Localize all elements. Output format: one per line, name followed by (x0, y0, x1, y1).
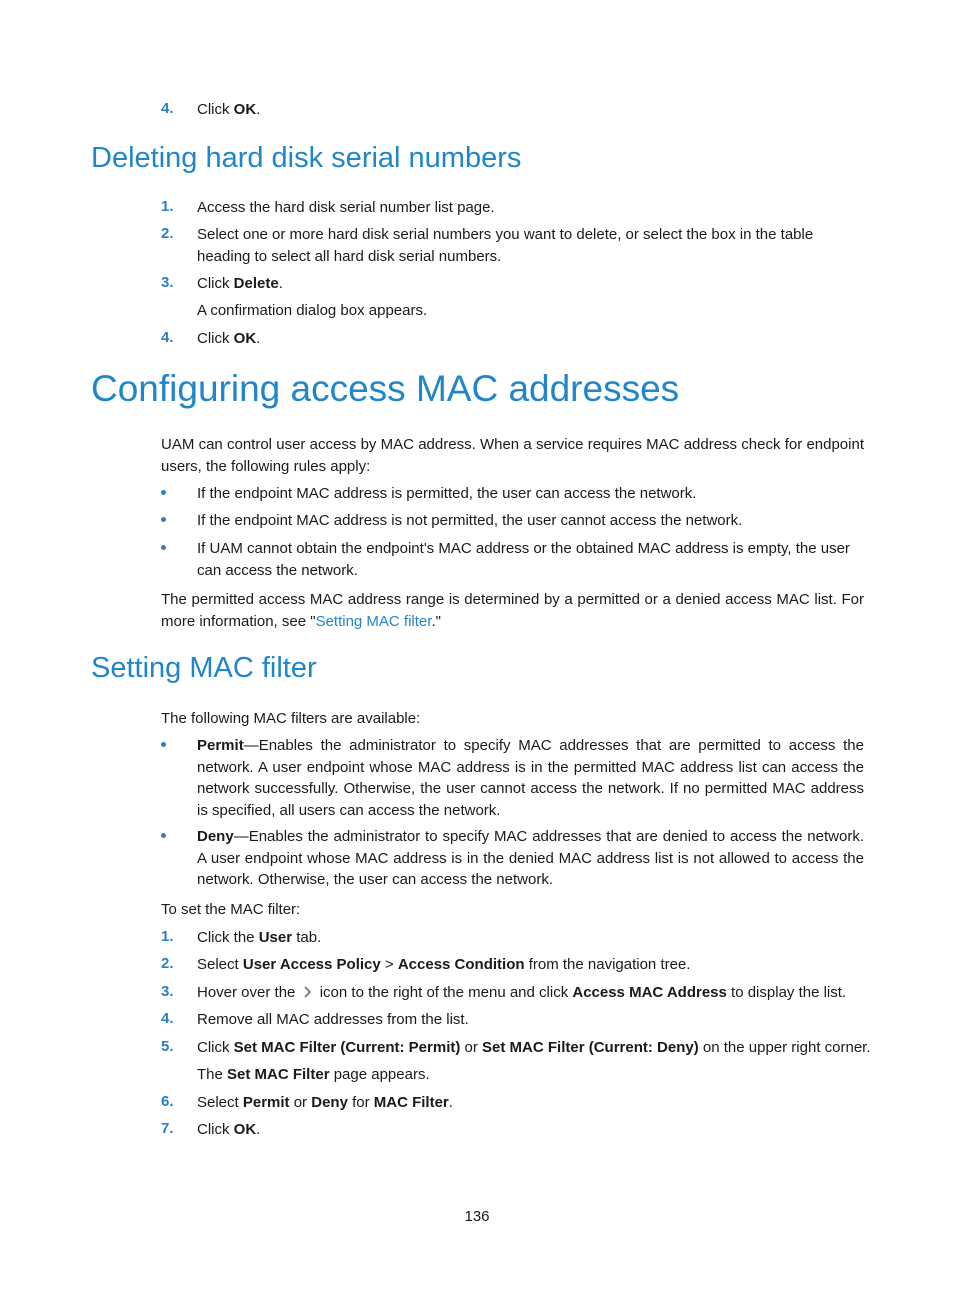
chapter-intro: UAM can control user access by MAC address. When a service requires MAC address check for endpoint users, the following rules apply: (161, 436, 864, 475)
step-text: Hover over the icon to the right of the menu and click Access MAC Address to display the list. (197, 984, 847, 1001)
step-number: 6. (161, 1093, 174, 1110)
to-set-text: To set the MAC filter: (161, 901, 301, 918)
step-number: 7. (161, 1120, 174, 1137)
step-number: 1. (161, 928, 174, 945)
step-number: 2. (161, 955, 174, 972)
bullet-dot (161, 490, 169, 498)
bullet-text: If the endpoint MAC address is not permitted, the user cannot access the network. (197, 512, 743, 529)
step-text: Click Delete. (197, 275, 283, 292)
step-text: Click OK. (197, 330, 261, 347)
page-number: 136 (464, 1208, 490, 1225)
step-number: 3. (161, 274, 174, 291)
step-number: 4. (161, 100, 174, 117)
step-text: Remove all MAC addresses from the list. (197, 1011, 469, 1028)
step-text: Click Set MAC Filter (Current: Permit) or Set MAC Filter (Current: Deny) on the upper right corner. (197, 1039, 871, 1056)
bullet-text: If UAM cannot obtain the endpoint's MAC address or the obtained MAC address is empty, the user can access the network. (197, 540, 850, 579)
chapter-heading: Configuring access MAC addresses (91, 368, 680, 409)
step-number: 4. (161, 329, 174, 346)
bullet-text-deny: Deny—Enables the administrator to specify MAC addresses that are denied to access the network. A user endpoint whose MAC address is in the denied MAC address list is not allowed to access the network. Otherwise, the user can access the network. (197, 828, 864, 888)
bullet-dot (161, 545, 169, 553)
bullet-dot (161, 517, 169, 525)
step-text: Select Permit or Deny for MAC Filter. (197, 1094, 453, 1111)
bullet-text: If the endpoint MAC address is permitted, the user can access the network. (197, 485, 697, 502)
chevron-right-icon (302, 985, 314, 999)
step-text: Click OK. (197, 101, 261, 118)
section-heading-mac-filter: Setting MAC filter (91, 652, 317, 684)
chapter-outro: The permitted access MAC address range is determined by a permitted or a denied access MAC list. For more information, see "Setting MAC filter." (161, 591, 864, 630)
step-text: Click the User tab. (197, 929, 322, 946)
step-number: 1. (161, 198, 174, 215)
bullet-dot (161, 833, 169, 841)
step-text: Access the hard disk serial number list page. (197, 199, 495, 216)
step-text: Select one or more hard disk serial numbers you want to delete, or select the box in the table heading to select all hard disk serial numbers. (197, 226, 814, 265)
section-heading-deleting: Deleting hard disk serial numbers (91, 142, 522, 174)
step-number: 4. (161, 1010, 174, 1027)
link-setting-mac-filter[interactable]: Setting MAC filter (315, 612, 432, 630)
step-note: The Set MAC Filter page appears. (197, 1066, 430, 1083)
step-number: 2. (161, 225, 174, 242)
step-number: 3. (161, 983, 174, 1000)
step-note: A confirmation dialog box appears. (197, 302, 428, 319)
step-number: 5. (161, 1038, 174, 1055)
bullet-text-permit: Permit—Enables the administrator to specify MAC addresses that are permitted to access the network. A user endpoint whose MAC address is in the permitted MAC address list can access the network successfully. Otherwise, the user cannot access the network. If no permitted MAC address is specified, all users can access the network. (197, 737, 864, 819)
bullet-dot (161, 742, 169, 750)
step-text: Select User Access Policy > Access Condition from the navigation tree. (197, 956, 691, 973)
step-text: Click OK. (197, 1121, 261, 1138)
section-intro: The following MAC filters are available: (161, 710, 421, 727)
